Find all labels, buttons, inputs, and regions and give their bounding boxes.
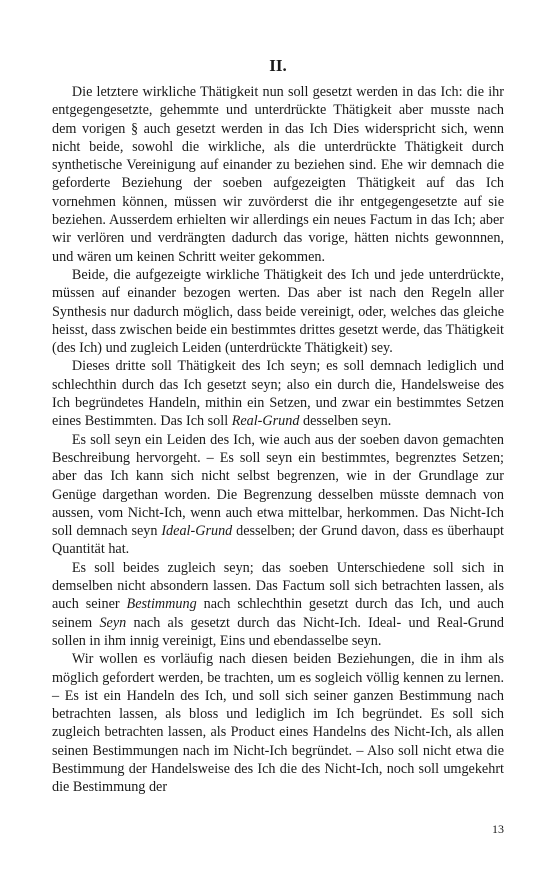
paragraph	[52, 266, 504, 357]
text-run: Wir wollen es vorläufig nach diesen beiden Beziehungen, die in ihm als möglich gefordert werden, be trachten, um es sogleich völlig kennen zu lernen. – Es ist ein Handeln des Ich, und soll sich seiner ganzen Bestimmung nach betrachten lassen, als bloss und lediglich im Ich begründet. Es soll sich zugleich betrachten lassen, als Product eines Handelns des Nicht-Ich, als allen seinen Bestimmungen nach im Nicht-Ich begründet. – Also soll nicht etwa die Bestimmung der Handelsweise des Ich die des Nicht-Ich, noch soll umgekehrt die Bestimmung der	[52, 651, 504, 796]
page-number: 13	[492, 822, 504, 836]
text-run: desselben seyn.	[299, 413, 392, 430]
paragraph	[52, 83, 504, 266]
text-run: nach als gesetzt durch das Nicht-Ich. Ideal- und Real-Grund sollen in ihm innig vereinigt, Eins und ebendasselbe seyn.	[52, 614, 505, 649]
emphasis-text: Seyn	[99, 614, 127, 631]
paragraph	[52, 357, 504, 430]
text-run: Dieses dritte soll Thätigkeit des Ich seyn; es soll demnach lediglich und schlechthin durch das Ich gesetzt seyn; also ein durch die, Handelsweise des Ich begründetes Handeln, mithin ein Setzen, und zwar ein bestimmtes Setzen eines Bestimmten. Das Ich soll	[52, 358, 504, 430]
page-body	[52, 55, 504, 797]
paragraph	[52, 650, 504, 796]
text-run: desselben; der Grund davon, dass es überhaupt Quantität hat.	[52, 523, 505, 558]
paragraph	[52, 559, 504, 650]
section-heading: II.	[269, 56, 287, 75]
text-run: Die letztere wirkliche Thätigkeit nun soll gesetzt werden in das Ich: die ihr entgegengesetzte, gehemmte und unterdrückte Thätigkeit aber musste nach dem vorigen § auch gesetzt werden in das Ich Dies widerspricht sich, wenn nicht beide, sowohl die wirkliche, als die unterdrückte Thätigkeit durch synthetische Vereinigung auf einander zu beziehen sind. Ehe wir demnach die geforderte Beziehung der soeben aufgezeigten Thätigkeit auf das Ich vornehmen können, müssen wir zuvörderst die ihr entgegengesetzte auf sie beziehen. Ausserdem erhielten wir allerdings ein neues Factum in das Ich; aber wir verlören und verdrängten dadurch das vorige, hätten nichts gewonnnen, und wären um keinen Schritt weiter gekommen.	[52, 84, 504, 265]
text-run: Beide, die aufgezeigte wirkliche Thätigkeit des Ich und jede unterdrückte, müssen auf einander bezogen werten. Das aber ist nach den Regeln aller Synthesis nur dadurch möglich, dass beide vereinigt, oder, welches das gleiche heisst, dass zwischen beide ein bestimmtes drittes gesetzt werde, das Thätigkeit (des Ich) und zugleich Leiden (unterdrückte Thätigkeit) sey.	[52, 266, 504, 357]
emphasis-text: Real-Grund	[231, 413, 300, 430]
text-run: nach schlechthin gesetzt durch das Ich, und auch seinem	[52, 596, 504, 631]
emphasis-text: Ideal-Grund	[161, 523, 233, 540]
paragraph	[52, 431, 504, 559]
text-run: Es soll seyn ein Leiden des Ich, wie auch aus der soeben davon gemachten Beschreibung hervorgeht. – Es soll seyn ein bestimmtes, begrenztes Setzen; aber das Ich kann sich nicht selbst begrenzen, wie in der Grundlage zur Genüge dargethan worden. Die Begrenzung desselben müsste demnach von aussen, vom Nicht-Ich, wenn auch etwa mittelbar, herkommen. Das Nicht-Ich soll demnach seyn	[52, 431, 504, 540]
text-run: Es soll beides zugleich seyn; das soeben Unterschiedene soll sich in demselben nicht absondern lassen. Das Factum soll sich betrachten lassen, als auch seiner	[52, 559, 504, 613]
emphasis-text: Bestimmung	[126, 596, 197, 613]
body-text	[52, 83, 504, 797]
